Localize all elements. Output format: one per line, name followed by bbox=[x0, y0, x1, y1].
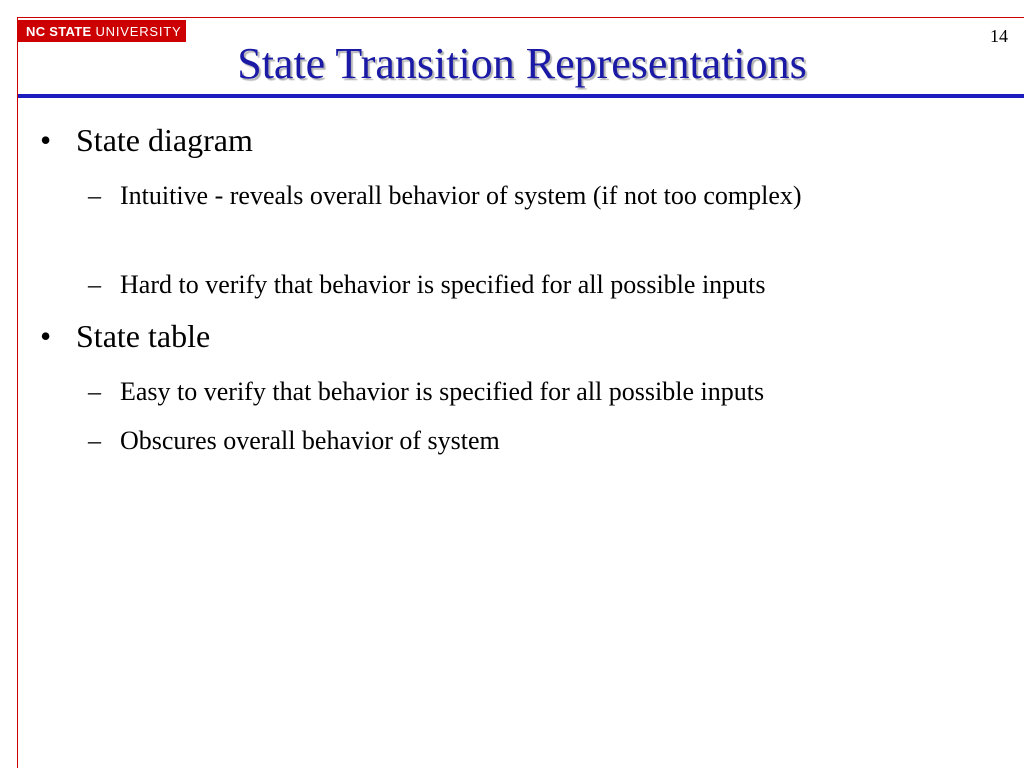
dash-marker: – bbox=[88, 377, 101, 406]
sub-bullet-text: Obscures overall behavior of system bbox=[120, 426, 500, 455]
bullet-marker: • bbox=[40, 318, 52, 354]
slide-number: 14 bbox=[990, 26, 1008, 46]
dash-marker: – bbox=[88, 426, 101, 455]
bullet-marker: • bbox=[40, 122, 52, 158]
logo-light-text: UNIVERSITY bbox=[95, 23, 182, 39]
dash-marker: – bbox=[88, 181, 101, 210]
sub-bullet-hard-to-verify bbox=[88, 265, 968, 305]
sub-bullet-easy-to-verify bbox=[88, 372, 968, 412]
sub-bullet-obscures bbox=[88, 421, 968, 461]
bullet-text: State table bbox=[76, 318, 211, 354]
logo-strong-text: NC STATE bbox=[26, 23, 92, 39]
dash-marker: – bbox=[88, 270, 101, 299]
slide-title: State Transition Representations bbox=[237, 39, 807, 88]
bullet-state-diagram bbox=[40, 122, 253, 159]
bullet-state-table bbox=[40, 318, 210, 355]
sub-bullet-text: Hard to verify that behavior is specified for all possible inputs bbox=[120, 270, 766, 299]
sub-bullet-text: Intuitive - reveals overall behavior of system (if not too complex) bbox=[120, 181, 802, 210]
sub-bullet-intuitive bbox=[88, 176, 968, 216]
sub-bullet-text: Easy to verify that behavior is specified for all possible inputs bbox=[120, 377, 765, 406]
bullet-text: State diagram bbox=[76, 122, 253, 158]
